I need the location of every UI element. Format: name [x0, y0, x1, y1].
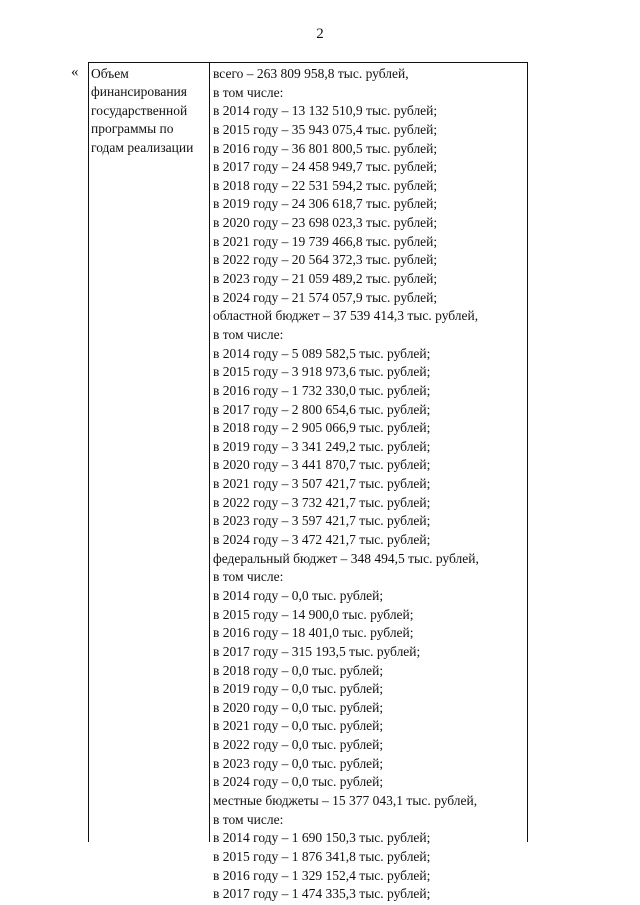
label-line: годам реализации: [91, 139, 194, 155]
value-line: в 2023 году – 3 597 421,7 тыс. рублей;: [213, 513, 431, 529]
value-line: в 2024 году – 3 472 421,7 тыс. рублей;: [213, 532, 431, 548]
financing-table: [88, 62, 528, 902]
column-divider: [209, 63, 210, 842]
opening-quote-mark: «: [71, 64, 79, 80]
value-line: в 2021 году – 0,0 тыс. рублей;: [213, 718, 384, 734]
value-line: в том числе:: [213, 84, 284, 100]
value-line: в том числе:: [213, 811, 284, 827]
value-line: в 2023 году – 0,0 тыс. рублей;: [213, 755, 384, 771]
value-line: в 2022 году – 0,0 тыс. рублей;: [213, 737, 384, 753]
value-line: в 2018 году – 22 531 594,2 тыс. рублей;: [213, 177, 438, 193]
value-line: в том числе:: [213, 569, 284, 585]
value-line: в 2016 году – 1 732 330,0 тыс. рублей;: [213, 382, 431, 398]
label-line: финансирования: [91, 84, 187, 100]
value-line: в 2015 году – 14 900,0 тыс. рублей;: [213, 606, 414, 622]
value-line: в 2021 году – 19 739 466,8 тыс. рублей;: [213, 233, 438, 249]
value-line: федеральный бюджет – 348 494,5 тыс. рублей,: [213, 550, 479, 566]
value-line: в 2017 году – 1 474 335,3 тыс. рублей;: [213, 886, 431, 902]
value-line: в 2021 году – 3 507 421,7 тыс. рублей;: [213, 476, 431, 492]
value-line: в 2017 году – 2 800 654,6 тыс. рублей;: [213, 401, 431, 417]
value-line: в 2020 году – 0,0 тыс. рублей;: [213, 699, 384, 715]
value-line: в 2016 году – 1 329 152,4 тыс. рублей;: [213, 867, 431, 883]
value-line: в 2019 году – 24 306 618,7 тыс. рублей;: [213, 196, 438, 212]
value-line: в 2014 году – 1 690 150,3 тыс. рублей;: [213, 830, 431, 846]
value-line: местные бюджеты – 15 377 043,1 тыс. рублей,: [213, 792, 478, 808]
value-line: в 2022 году – 3 732 421,7 тыс. рублей;: [213, 494, 431, 510]
value-line: в 2018 году – 2 905 066,9 тыс. рублей;: [213, 420, 431, 436]
value-line: в 2016 году – 36 801 800,5 тыс. рублей;: [213, 140, 438, 156]
value-line: в 2017 году – 315 193,5 тыс. рублей;: [213, 643, 421, 659]
value-line: в 2018 году – 0,0 тыс. рублей;: [213, 662, 384, 678]
value-line: в 2020 году – 3 441 870,7 тыс. рублей;: [213, 457, 431, 473]
value-line: в 2016 году – 18 401,0 тыс. рублей;: [213, 625, 414, 641]
value-line: всего – 263 809 958,8 тыс. рублей,: [213, 66, 409, 81]
label-line: программы по: [91, 121, 174, 137]
value-line: в 2014 году – 5 089 582,5 тыс. рублей;: [213, 345, 431, 361]
value-line: в 2015 году – 3 918 973,6 тыс. рублей;: [213, 364, 431, 380]
value-line: в 2014 году – 13 132 510,9 тыс. рублей;: [213, 103, 438, 119]
value-line: в 2015 году – 35 943 075,4 тыс. рублей;: [213, 121, 438, 137]
page-number: 2: [316, 26, 324, 42]
value-line: в 2019 году – 0,0 тыс. рублей;: [213, 681, 384, 697]
value-line: в 2019 году – 3 341 249,2 тыс. рублей;: [213, 438, 431, 454]
label-line: Объем: [91, 66, 129, 81]
value-line: в том числе:: [213, 326, 284, 342]
value-line: в 2015 году – 1 876 341,8 тыс. рублей;: [213, 848, 431, 864]
value-line: в 2017 году – 24 458 949,7 тыс. рублей;: [213, 159, 438, 175]
value-cell: [213, 65, 525, 904]
label-cell: [91, 65, 209, 157]
value-line: в 2024 году – 21 574 057,9 тыс. рублей;: [213, 289, 438, 305]
value-line: в 2014 году – 0,0 тыс. рублей;: [213, 587, 384, 603]
label-line: государственной: [91, 102, 188, 118]
value-line: в 2023 году – 21 059 489,2 тыс. рублей;: [213, 271, 438, 287]
value-line: в 2024 году – 0,0 тыс. рублей;: [213, 774, 384, 790]
value-line: в 2020 году – 23 698 023,3 тыс. рублей;: [213, 215, 438, 231]
value-line: областной бюджет – 37 539 414,3 тыс. рублей,: [213, 308, 479, 324]
value-line: в 2022 году – 20 564 372,3 тыс. рублей;: [213, 252, 438, 268]
